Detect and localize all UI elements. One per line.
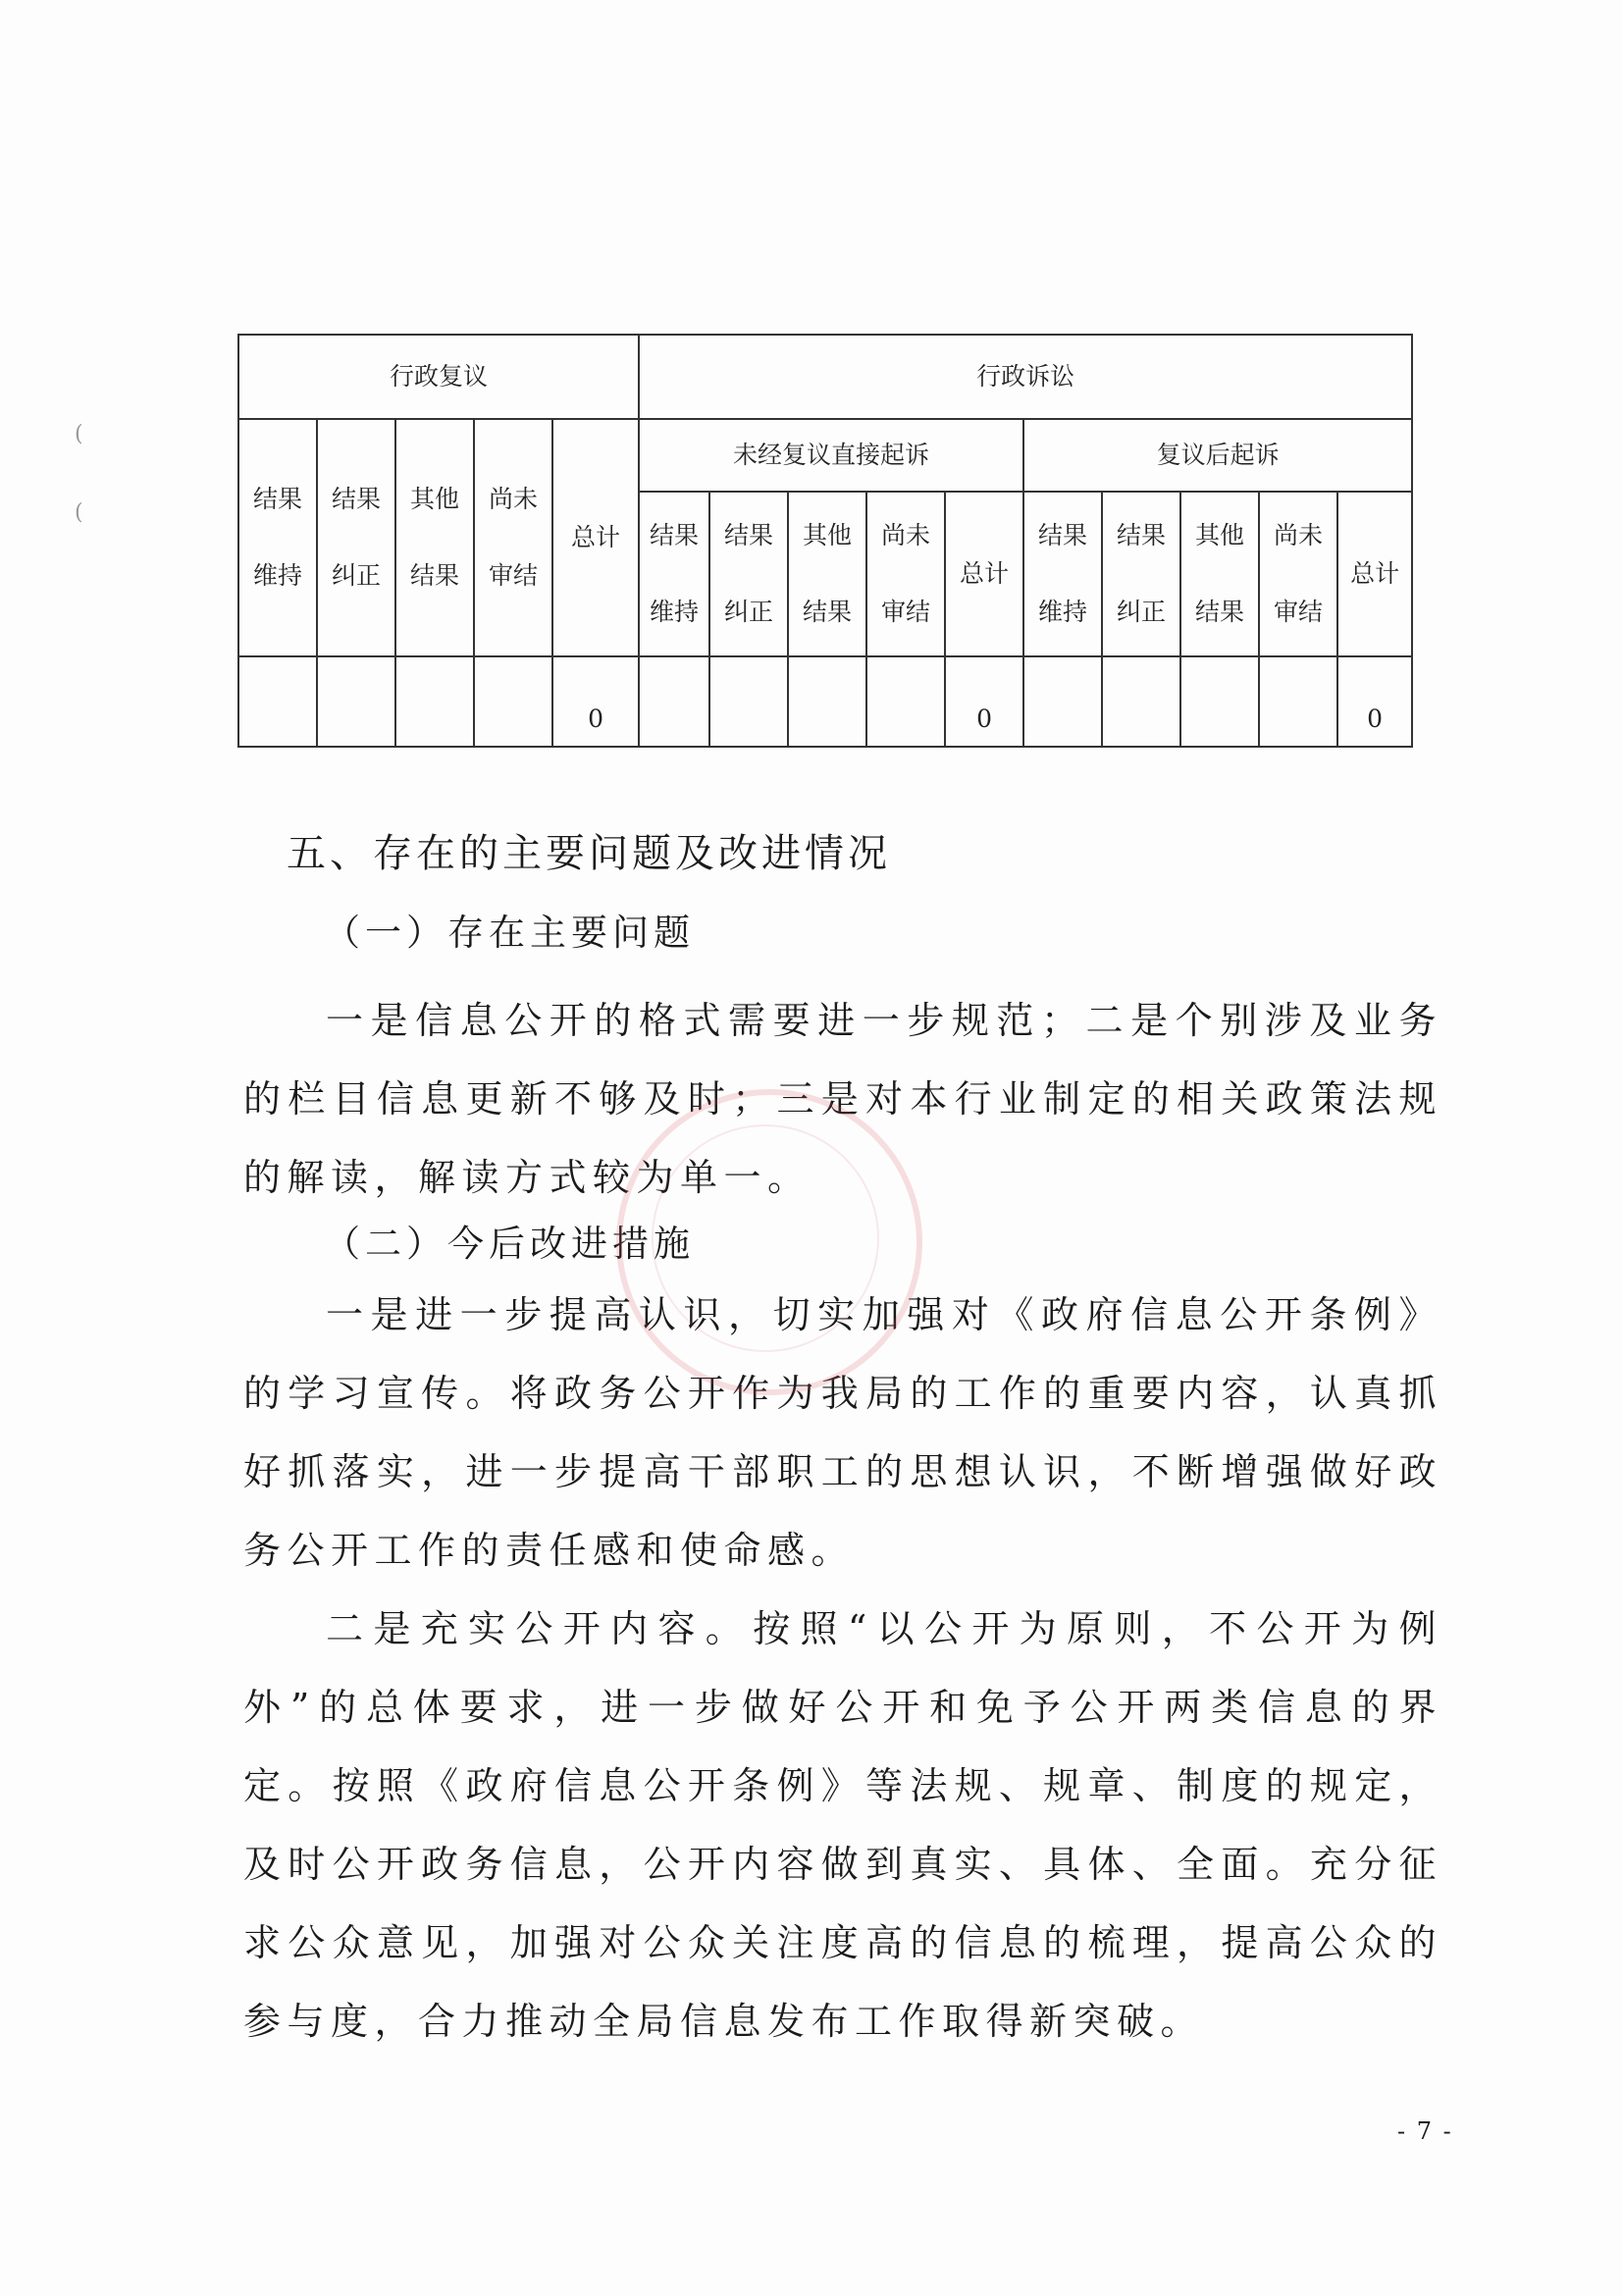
scan-margin-mark: ( bbox=[75, 422, 83, 446]
after-pending-header: 尚未 审结 bbox=[1259, 492, 1337, 656]
direct-total-header: 总计 bbox=[945, 492, 1023, 656]
review-pending-header: 尚未 审结 bbox=[474, 419, 552, 656]
after-maintain-header: 结果 维持 bbox=[1023, 492, 1102, 656]
measures-paragraph-2: 二是充实公开内容。按照“以公开为原则，不公开为例外”的总体要求，进一步做好公开和免予公开两类信息的界定。按照《政府信息公开条例》等法规、规章、制度的规定，及时公开政务信息，公开内容做到真实、具体、全面。充分征求公众意见，加强对公众关注度高的信息的梳理，提高公众的参与度，合力推动全局信息发布工作取得新突破。 bbox=[243, 1607, 1442, 2043]
direct-other-header: 其他 结果 bbox=[788, 492, 866, 656]
review-pending-value bbox=[474, 656, 552, 747]
review-total-header: 总计 bbox=[552, 419, 639, 656]
admin-review-header: 行政复议 bbox=[238, 335, 639, 419]
after-correct-header: 结果 纠正 bbox=[1102, 492, 1180, 656]
review-other-value bbox=[395, 656, 474, 747]
after-other-value bbox=[1180, 656, 1259, 747]
after-pending-value bbox=[1259, 656, 1337, 747]
after-review-suit-header: 复议后起诉 bbox=[1023, 419, 1412, 492]
direct-maintain-value bbox=[639, 656, 709, 747]
after-maintain-value bbox=[1023, 656, 1102, 747]
review-maintain-header: 结果 维持 bbox=[238, 419, 317, 656]
direct-correct-value bbox=[709, 656, 788, 747]
measures-subheading: （二）今后改进措施 bbox=[324, 1223, 695, 1265]
direct-correct-header: 结果 纠正 bbox=[709, 492, 788, 656]
problems-paragraph: 一是信息公开的格式需要进一步规范；二是个别涉及业务的栏目信息更新不够及时；三是对本行业制定的相关政策法规的解读，解读方式较为单一。 bbox=[243, 999, 1442, 1199]
direct-pending-header: 尚未 审结 bbox=[866, 492, 945, 656]
after-correct-value bbox=[1102, 656, 1180, 747]
direct-maintain-header: 结果 维持 bbox=[639, 492, 709, 656]
after-other-header: 其他 结果 bbox=[1180, 492, 1259, 656]
review-correct-value bbox=[317, 656, 395, 747]
measures-paragraph-1: 一是进一步提高认识，切实加强对《政府信息公开条例》的学习宣传。将政务公开作为我局的工作的重要内容，认真抓好抓落实，进一步提高干部职工的思想认识，不断增强做好政务公开工作的责任感和使命感。 bbox=[243, 1293, 1442, 1572]
review-maintain-value bbox=[238, 656, 317, 747]
after-total-header: 总计 bbox=[1337, 492, 1412, 656]
problems-subheading: （一）存在主要问题 bbox=[324, 912, 695, 954]
admin-litigation-header: 行政诉讼 bbox=[639, 335, 1412, 419]
review-other-header: 其他 结果 bbox=[395, 419, 474, 656]
direct-pending-value bbox=[866, 656, 945, 747]
scan-margin-mark: ( bbox=[75, 500, 83, 525]
section-heading: 五、存在的主要问题及改进情况 bbox=[287, 831, 891, 876]
table-row bbox=[238, 656, 1412, 747]
direct-total-value: 0 bbox=[945, 656, 1023, 747]
after-total-value: 0 bbox=[1337, 656, 1412, 747]
page-number: - 7 - bbox=[1397, 2117, 1453, 2145]
review-total-value: 0 bbox=[552, 656, 639, 747]
direct-suit-header: 未经复议直接起诉 bbox=[639, 419, 1023, 492]
review-correct-header: 结果 纠正 bbox=[317, 419, 395, 656]
direct-other-value bbox=[788, 656, 866, 747]
review-litigation-table bbox=[237, 334, 1413, 748]
